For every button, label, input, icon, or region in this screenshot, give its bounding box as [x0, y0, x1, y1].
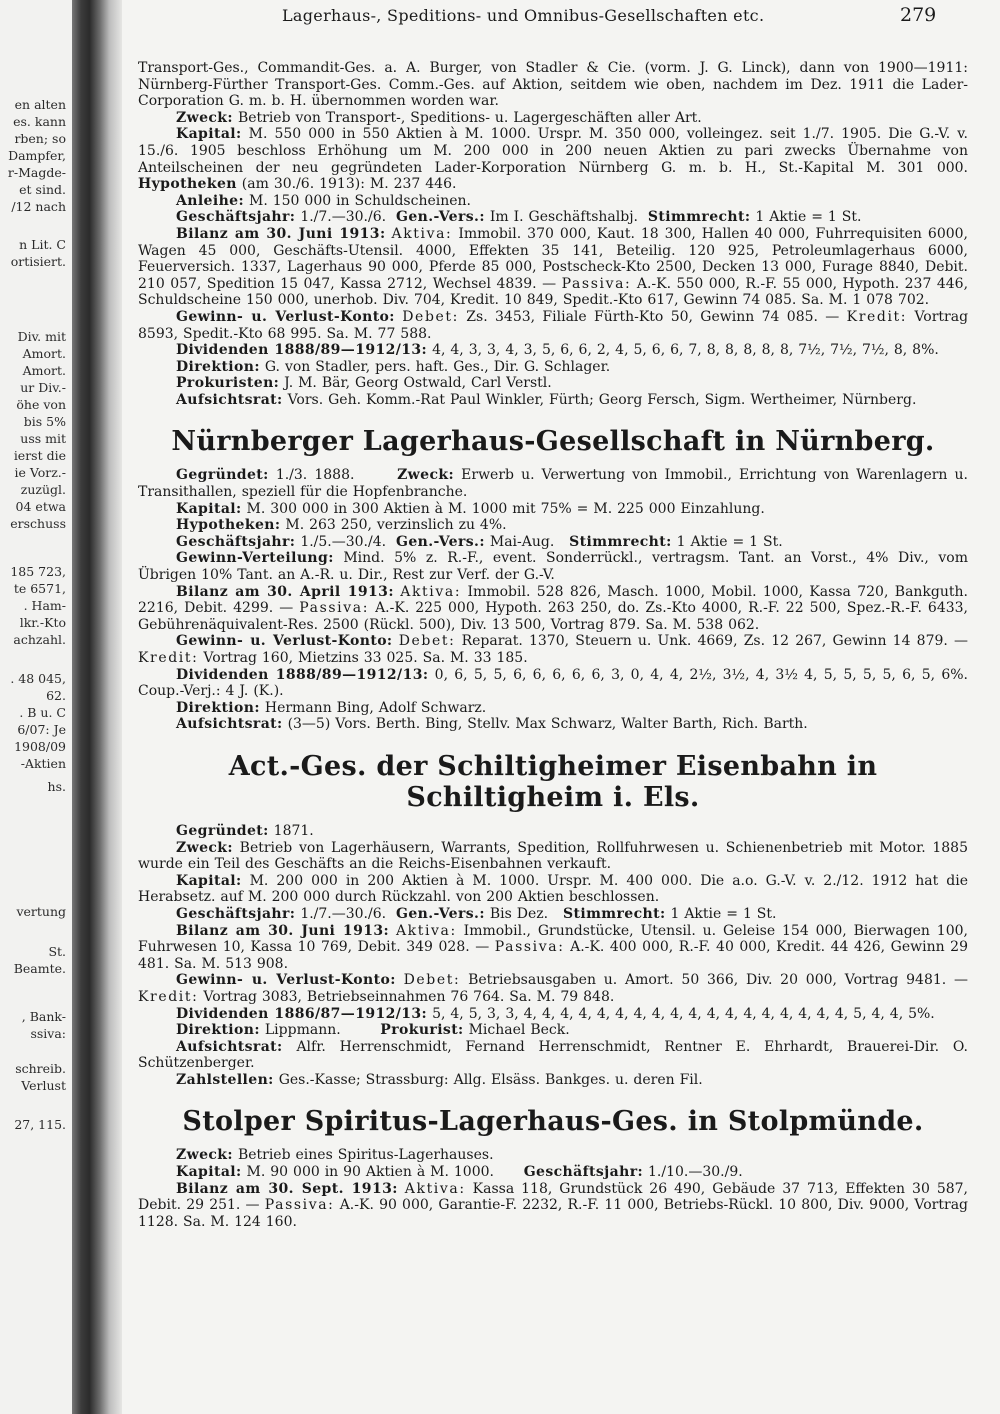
- aufsichtsrat-paragraph: [138, 716, 968, 733]
- left-fragment: . Ham-: [23, 598, 66, 613]
- gen-vers-label: Gen.-Vers.:: [396, 533, 485, 550]
- left-fragment: öhe von: [16, 397, 66, 412]
- gegruendet-paragraph: [138, 467, 968, 500]
- dividenden-label: Dividenden 1888/89—1912/13:: [176, 666, 429, 683]
- aktiva-text: Immobil. 528 826, Masch. 1000, Mobil. 1000, Kassa 720, Bankguth. 2216, Debit. 4299. —: [138, 583, 968, 617]
- left-fragment: n Lit. C: [19, 237, 66, 252]
- kapital-paragraph: [138, 873, 968, 906]
- aktiva-label: Aktiva:: [400, 583, 462, 600]
- guv-paragraph: [138, 633, 968, 666]
- bilanz-paragraph: [138, 1181, 968, 1231]
- zahlstellen-paragraph: [138, 1072, 968, 1089]
- left-fragment: zuzügl.: [20, 482, 66, 497]
- passiva-text: A.-K. 550 000, R.-F. 55 000, Hypoth. 237 446, Schuldscheine 150 000, unerhob. Div. 704, Kredit. 10 849, Spedit.-Kto 617, Gewinn 74 085. Sa. M. 1 078 702.: [138, 275, 969, 309]
- anleihe-label: Anleihe:: [176, 192, 245, 209]
- zweck-label: Zweck:: [176, 839, 233, 856]
- debet-label: Debet:: [403, 972, 461, 989]
- dividenden-paragraph: [138, 667, 968, 700]
- prokurist-label: Prokurist:: [380, 1022, 464, 1039]
- zweck-text: Erwerb u. Verwertung von Immobil., Errichtung von Warenlagern u. Transithallen, speziell für die Hopfenbranche.: [138, 467, 969, 501]
- direktion-label: Direktion:: [176, 699, 260, 716]
- page-279: [122, 0, 1000, 1414]
- gen-vers-label: Gen.-Vers.:: [396, 209, 485, 226]
- hypotheken-text: M. 263 250, verzinslich zu 4%.: [285, 517, 507, 534]
- left-fragment: . B u. C: [19, 705, 66, 720]
- dividenden-paragraph: [138, 342, 968, 359]
- dividenden-text: 5, 4, 5, 3, 3, 4, 4, 4, 4, 4, 4, 4, 4, 4, 4, 4, 4, 4, 4, 4, 4, 4, 4, 5, 4, 4, 5%.: [432, 1005, 935, 1022]
- geschaeftsjahr-text: 1./7.—30./6.: [300, 905, 387, 922]
- aufsichtsrat-label: Aufsichtsrat:: [176, 716, 283, 733]
- gegruendet-text: 1871.: [273, 822, 314, 839]
- kredit-label: Kredit:: [138, 650, 199, 666]
- running-head: Lagerhaus-, Speditions- und Omnibus-Gesellschaften etc.: [282, 6, 765, 25]
- left-fragment: lkr.-Kto: [19, 615, 66, 630]
- gegruendet-label: Gegründet:: [176, 467, 269, 484]
- gegruendet-text: 1./3. 1888.: [275, 467, 355, 484]
- zweck-text: Betrieb von Transport-, Speditions- u. Lagergeschäften aller Art.: [237, 109, 702, 126]
- aktiva-text: Immobil., Grundstücke, Utensil. u. Geleise 154 000, Bierwagen 100, Fuhrwesen 10, Kassa 10 769, Debit. 349 028. —: [138, 922, 968, 956]
- prokuristen-text: J. M. Bär, Georg Ostwald, Carl Verstl.: [284, 375, 552, 392]
- kapital-paragraph: [138, 501, 968, 518]
- stimmrecht-label: Stimmrecht:: [569, 533, 672, 550]
- debet-text: Reparat. 1370, Steuern u. Unk. 4669, Zs. 12 267, Gewinn 14 879. —: [461, 633, 969, 650]
- bilanz-label: Bilanz am 30. Sept. 1913:: [176, 1180, 398, 1197]
- gen-vers-text: Bis Dez.: [489, 905, 549, 922]
- geschaeftsjahr-label: Geschäftsjahr:: [176, 905, 296, 922]
- geschaeftsjahr-label: Geschäftsjahr:: [523, 1164, 644, 1181]
- hypotheken-label: Hypotheken: [138, 176, 237, 193]
- gewinnverteilung-label: Gewinn-Verteilung:: [176, 550, 334, 567]
- guv-paragraph: [138, 972, 968, 1005]
- left-fragment: achzahl.: [13, 632, 66, 647]
- kapital-label: Kapital:: [176, 872, 242, 889]
- left-fragment: 62.: [46, 688, 66, 703]
- direktion-paragraph: [138, 1022, 968, 1039]
- left-fragment: 185 723,: [10, 564, 66, 579]
- aktiva-label: Aktiva:: [391, 225, 453, 242]
- anleihe-paragraph: [138, 193, 968, 210]
- section-title: Act.-Ges. der Schiltigheimer Eisenbahn in Schiltigheim i. Els.: [228, 750, 878, 813]
- kapital-text: M. 550 000 in 550 Aktien à M. 1000. Urspr. M. 350 000, volleingez. seit 1./7. 1905. Die G.-V. v. 15./6. 1905 beschloss Erhöhung um M. 200 000 in 200 neuen Aktien zu pari zwecks Übernahme von Anteilscheinen der neu gegründeten Lader-Korporation Nürnberg G. m. b. H., St.-Kapital M. 301 000.: [138, 126, 968, 176]
- passiva-label: Passiva:: [561, 275, 632, 292]
- passiva-label: Passiva:: [264, 1197, 335, 1214]
- stimmrecht-label: Stimmrecht:: [562, 905, 666, 922]
- guv-label: Gewinn- u. Verlust-Konto:: [176, 972, 396, 989]
- left-fragment: 6/07: Je: [17, 722, 66, 737]
- left-fragment: . 48 045,: [10, 671, 66, 686]
- left-fragment: schreib.: [15, 1061, 66, 1076]
- geschaeftsjahr-text: 1./5.—30./4.: [300, 533, 387, 550]
- prokuristen-paragraph: [138, 375, 968, 392]
- left-fragment: Amort.: [22, 363, 66, 378]
- left-fragment: Dampfer,: [8, 148, 66, 163]
- geschaeftsjahr-label: Geschäftsjahr:: [176, 533, 296, 550]
- geschaeftsjahr-paragraph: [138, 534, 968, 551]
- gewinnverteilung-paragraph: [138, 550, 968, 583]
- bilanz-paragraph: [138, 584, 968, 634]
- gegruendet-label: Gegründet:: [176, 822, 269, 839]
- left-fragment: ssiva:: [30, 1026, 66, 1041]
- left-fragment: et sind.: [19, 182, 66, 197]
- zweck-label: Zweck:: [397, 467, 455, 484]
- left-fragment: Beamte.: [13, 961, 66, 976]
- left-fragment: erschuss: [10, 516, 66, 531]
- dividenden-text: 0, 6, 5, 5, 6, 6, 6, 6, 6, 3, 0, 4, 4, 2½, 3½, 4, 3½ 4, 5, 5, 5, 5, 6, 5, 6%. Coup.-Verj.: 4 J. (K.).: [138, 666, 968, 700]
- page-number: 279: [900, 4, 937, 26]
- entry-intro: Transport-Ges., Commandit-Ges. a. A. Burger, von Stadler & Cie. (vorm. J. G. Linck), dann von 1900—1911: Nürnberg-Fürther Transport-Ges. Comm.-Ges. auf Aktion, seitdem wie oben, nachdem im Dez. 1911 die Lader-Corporation G. m. b. H. übernommen worden war.: [138, 60, 968, 110]
- zweck-text: Betrieb von Lagerhäusern, Warrants, Spedition, Rollfuhrwesen u. Schienenbetrieb mit Motor. 1885 wurde ein Teil des Geschäfts an die Reichs-Eisenbahnen verkauft.: [138, 839, 968, 873]
- zweck-label: Zweck:: [176, 1147, 233, 1164]
- direktion-text: Hermann Bing, Adolf Schwarz.: [264, 699, 487, 716]
- kredit-text: Vortrag 3083, Betriebseinnahmen 76 764. Sa. M. 79 848.: [203, 988, 615, 1005]
- aufsichtsrat-paragraph: [138, 1039, 968, 1072]
- kapital-label: Kapital:: [176, 126, 242, 143]
- zweck-paragraph: [138, 840, 968, 873]
- left-fragment: ierst die: [13, 448, 66, 463]
- passiva-label: Passiva:: [299, 600, 370, 617]
- book-gutter: [72, 0, 122, 1414]
- zweck-label: Zweck:: [176, 109, 233, 126]
- aufsichtsrat-text: Alfr. Herrenschmidt, Fernand Herrenschmidt, Rentner E. Ehrhardt, Brauerei-Dir. O. Schützenberger.: [138, 1038, 969, 1072]
- gen-vers-text: Mai-Aug.: [489, 533, 555, 550]
- entry-schiltigheimer-eisenbahn: [138, 751, 968, 1089]
- aktiva-label: Aktiva:: [404, 1180, 466, 1197]
- aufsichtsrat-paragraph: [138, 392, 968, 409]
- geschaeftsjahr-paragraph: [138, 906, 968, 923]
- zweck-paragraph: [138, 1147, 968, 1164]
- entry-nuernberg-fuerther-transport: [138, 60, 968, 408]
- left-fragment: 04 etwa: [15, 499, 66, 514]
- aufsichtsrat-label: Aufsichtsrat:: [176, 1038, 283, 1055]
- kapital-paragraph: [138, 126, 968, 192]
- stimmrecht-text: 1 Aktie = 1 St.: [755, 209, 862, 226]
- kapital-text: M. 200 000 in 200 Aktien à M. 1000. Urspr. M. 400 000. Die a.o. G.-V. v. 2./12. 1912 hat die Herabsetz. auf M. 200 000 durch Rückzahl. von 200 Aktien beschlossen.: [138, 872, 969, 906]
- stimmrecht-label: Stimmrecht:: [647, 209, 751, 226]
- left-fragment: Div. mit: [17, 329, 66, 344]
- left-fragment: St.: [48, 944, 66, 959]
- left-fragment: en alten: [14, 97, 66, 112]
- gen-vers-label: Gen.-Vers.:: [396, 905, 485, 922]
- left-fragment: Verlust: [21, 1078, 66, 1093]
- zahlstellen-label: Zahlstellen:: [176, 1071, 274, 1088]
- section-title: Nürnberger Lagerhaus-Gesellschaft in Nürnberg.: [171, 426, 935, 458]
- geschaeftsjahr-label: Geschäftsjahr:: [176, 209, 296, 226]
- debet-text: Zs. 3453, Filiale Fürth-Kto 50, Gewinn 74 085. —: [466, 308, 840, 325]
- zahlstellen-text: Ges.-Kasse; Strassburg: Allg. Elsäss. Bankges. u. deren Fil.: [278, 1071, 703, 1088]
- aktiva-text: Immobil. 370 000, Kaut. 18 300, Hallen 40 000, Fuhrrequisiten 6000, Wagen 45 000, Geschäfts-Utensil. 4000, Effekten 35 141, Beteilig. 120 925, Petroleumlagerhaus 6000, Feuerversich. 1337, Lagerhaus 90 000, Pferde 85 000, Postscheck-Kto 2500, Decken 13 000, Furage 8840, Debit. 210 057, Spedition 15 047, Kassa 2712, Wechsel 4839.: [138, 225, 968, 292]
- stimmrecht-text: 1 Aktie = 1 St.: [670, 905, 777, 922]
- left-fragment: uss mit: [20, 431, 66, 446]
- left-fragment: hs.: [47, 779, 66, 794]
- gen-vers-text: Im I. Geschäftshalbj.: [489, 209, 638, 226]
- debet-text: Betriebsausgaben u. Amort. 50 366, Div. 20 000, Vortrag 9481. —: [468, 972, 968, 989]
- passiva-text: A.-K. 225 000, Hypoth. 263 250, do. Zs.-Kto 4000, R.-F. 22 500, Spez.-R.-F. 6433, Gebührenäquivalent-Res. 2500 (Rückl. 500), Div. 13 500, Vortrag 879. Sa. M. 538 062.: [138, 600, 969, 633]
- guv-paragraph: [138, 309, 968, 342]
- passiva-label: Passiva:: [494, 939, 565, 956]
- kapital-text: M. 90 000 in 90 Aktien à M. 1000.: [246, 1164, 494, 1181]
- aufsichtsrat-label: Aufsichtsrat:: [176, 391, 283, 408]
- entry-stolper-spiritus-lagerhaus: [138, 1106, 968, 1230]
- hypotheken-paragraph: [138, 517, 968, 534]
- gewinnverteilung-text: Mind. 5% z. R.-F., event. Sonderrückl., vertragsm. Tant. an Vorst., 4% Div., vom Übrigen 10% Tant. an A.-R. u. Dir., Rest zur Verf. der G.-V.: [138, 550, 968, 584]
- stimmrecht-text: 1 Aktie = 1 St.: [676, 533, 783, 550]
- kapital-text: M. 300 000 in 300 Aktien à M. 1000 mit 75% = M. 225 000 Einzahlung.: [246, 500, 765, 517]
- prokuristen-label: Prokuristen:: [176, 375, 280, 392]
- kapital-label: Kapital:: [176, 500, 242, 517]
- left-fragment: 1908/09: [14, 739, 66, 754]
- kapital-paragraph: [138, 1164, 968, 1181]
- passiva-text: A.-K. 400 000, R.-F. 40 000, Kredit. 44 426, Gewinn 29 481. Sa. M. 513 908.: [138, 939, 968, 972]
- left-fragment: ur Div.-: [20, 380, 66, 395]
- debet-label: Debet:: [402, 308, 459, 325]
- bilanz-label: Bilanz am 30. April 1913:: [176, 583, 394, 600]
- hypotheken-label: Hypotheken:: [176, 517, 281, 534]
- passiva-text: A.-K. 90 000, Garantie-F. 2232, R.-F. 11 000, Betriebs-Rückl. 10 800, Div. 9000, Vortrag 1128. Sa. M. 124 160.: [138, 1197, 968, 1230]
- anleihe-text: M. 150 000 in Schuldscheinen.: [249, 192, 472, 209]
- direktion-text: G. von Stadler, pers. haft. Ges., Dir. G. Schlager.: [264, 358, 611, 375]
- aufsichtsrat-text: Vors. Geh. Komm.-Rat Paul Winkler, Fürth; Georg Fersch, Sigm. Wertheimer, Nürnberg.: [287, 391, 917, 408]
- left-fragment: rben; so: [14, 131, 66, 146]
- kredit-label: Kredit:: [846, 308, 908, 325]
- direktion-paragraph: [138, 700, 968, 717]
- hypotheken-text: (am 30./6. 1913): M. 237 446.: [241, 176, 457, 193]
- dividenden-text: 4, 4, 3, 3, 4, 3, 5, 6, 6, 2, 4, 5, 6, 6, 7, 8, 8, 8, 8, 8, 7½, 7½, 7½, 8, 8%.: [432, 342, 939, 359]
- kredit-text: Vortrag 160, Mietzins 33 025. Sa. M. 33 185.: [203, 650, 528, 666]
- guv-label: Gewinn- u. Verlust-Konto:: [176, 633, 393, 650]
- kredit-text: Vortrag 8593, Spedit.-Kto 68 995. Sa. M. 77 588.: [138, 308, 969, 342]
- entry-nuernberger-lagerhaus: [138, 426, 968, 733]
- left-fragment: vertung: [16, 904, 66, 919]
- aufsichtsrat-text: (3—5) Vors. Berth. Bing, Stellv. Max Schwarz, Walter Barth, Rich. Barth.: [287, 716, 808, 733]
- left-fragment: 27, 115.: [14, 1117, 66, 1132]
- prokurist-text: Michael Beck.: [468, 1022, 570, 1039]
- section-title: Stolper Spiritus-Lagerhaus-Ges. in Stolpmünde.: [182, 1106, 924, 1138]
- left-fragment: , Bank-: [21, 1009, 66, 1024]
- left-fragment: ie Vorz.-: [14, 465, 66, 480]
- zweck-text: Betrieb eines Spiritus-Lagerhauses.: [237, 1147, 494, 1164]
- page-content: [138, 60, 968, 1230]
- left-fragment: -Aktien: [20, 756, 66, 771]
- guv-label: Gewinn- u. Verlust-Konto:: [176, 308, 395, 325]
- direktion-label: Direktion:: [176, 1022, 260, 1039]
- dividenden-label: Dividenden 1888/89—1912/13:: [176, 342, 428, 359]
- kapital-label: Kapital:: [176, 1164, 242, 1181]
- left-fragment: r-Magde-: [7, 165, 66, 180]
- gegruendet-paragraph: [138, 823, 968, 840]
- left-fragment: es. kann: [13, 114, 66, 129]
- left-fragment: Amort.: [22, 346, 66, 361]
- left-page-fragment: [0, 0, 72, 1414]
- dividenden-paragraph: [138, 1006, 968, 1023]
- bilanz-paragraph: [138, 923, 968, 973]
- left-fragment: te 6571,: [13, 581, 66, 596]
- bilanz-label: Bilanz am 30. Juni 1913:: [176, 225, 386, 242]
- dividenden-label: Dividenden 1886/87—1912/13:: [176, 1005, 428, 1022]
- direktion-paragraph: [138, 359, 968, 376]
- kredit-label: Kredit:: [138, 988, 199, 1005]
- geschaeftsjahr-text: 1./7.—30./6.: [300, 209, 387, 226]
- left-fragment: /12 nach: [11, 199, 66, 214]
- left-fragment: ortisiert.: [10, 254, 66, 269]
- geschaeftsjahr-text: 1./10.—30./9.: [648, 1164, 743, 1181]
- debet-label: Debet:: [398, 633, 456, 650]
- direktion-text: Lippmann.: [264, 1022, 341, 1039]
- aktiva-text: Kassa 118, Grundstück 26 490, Gebäude 37 713, Effekten 30 587, Debit. 29 251. —: [138, 1180, 968, 1214]
- bilanz-label: Bilanz am 30. Juni 1913:: [176, 922, 390, 939]
- left-fragment: bis 5%: [23, 414, 66, 429]
- aktiva-label: Aktiva:: [395, 922, 457, 939]
- zweck-paragraph: [138, 110, 968, 127]
- direktion-label: Direktion:: [176, 358, 260, 375]
- bilanz-paragraph: Bilanz am 30. Juni 1913: Aktiva: Immobil. 370 000, Kaut. 18 300, Hallen 40 000, Fuhrrequisiten 6000, Wagen 45 000, Geschäfts-Utensil. 4000, Effekten 35 141, Beteilig. 120 925, Petroleumlagerhaus 6000, Feuerversich. 1337, Lagerhaus 90 000, Pferde 85 000, Postscheck-Kto 2500, Decken 13 000, Furage 8840, Debit. 210 057, Spedition 15 047, Kassa 2712, Wechsel 4839. — Passiva: A.-K. 550 000, R.-F. 55 000, Hypoth. 237 446, Schuldscheine 150 000, unerhob. Div. 704, Kredit. 10 849, Spedit.-Kto 617, Gewinn 74 085. Sa. M. 1 078 702.: [138, 225, 969, 309]
- geschaeftsjahr-paragraph: [138, 209, 968, 226]
